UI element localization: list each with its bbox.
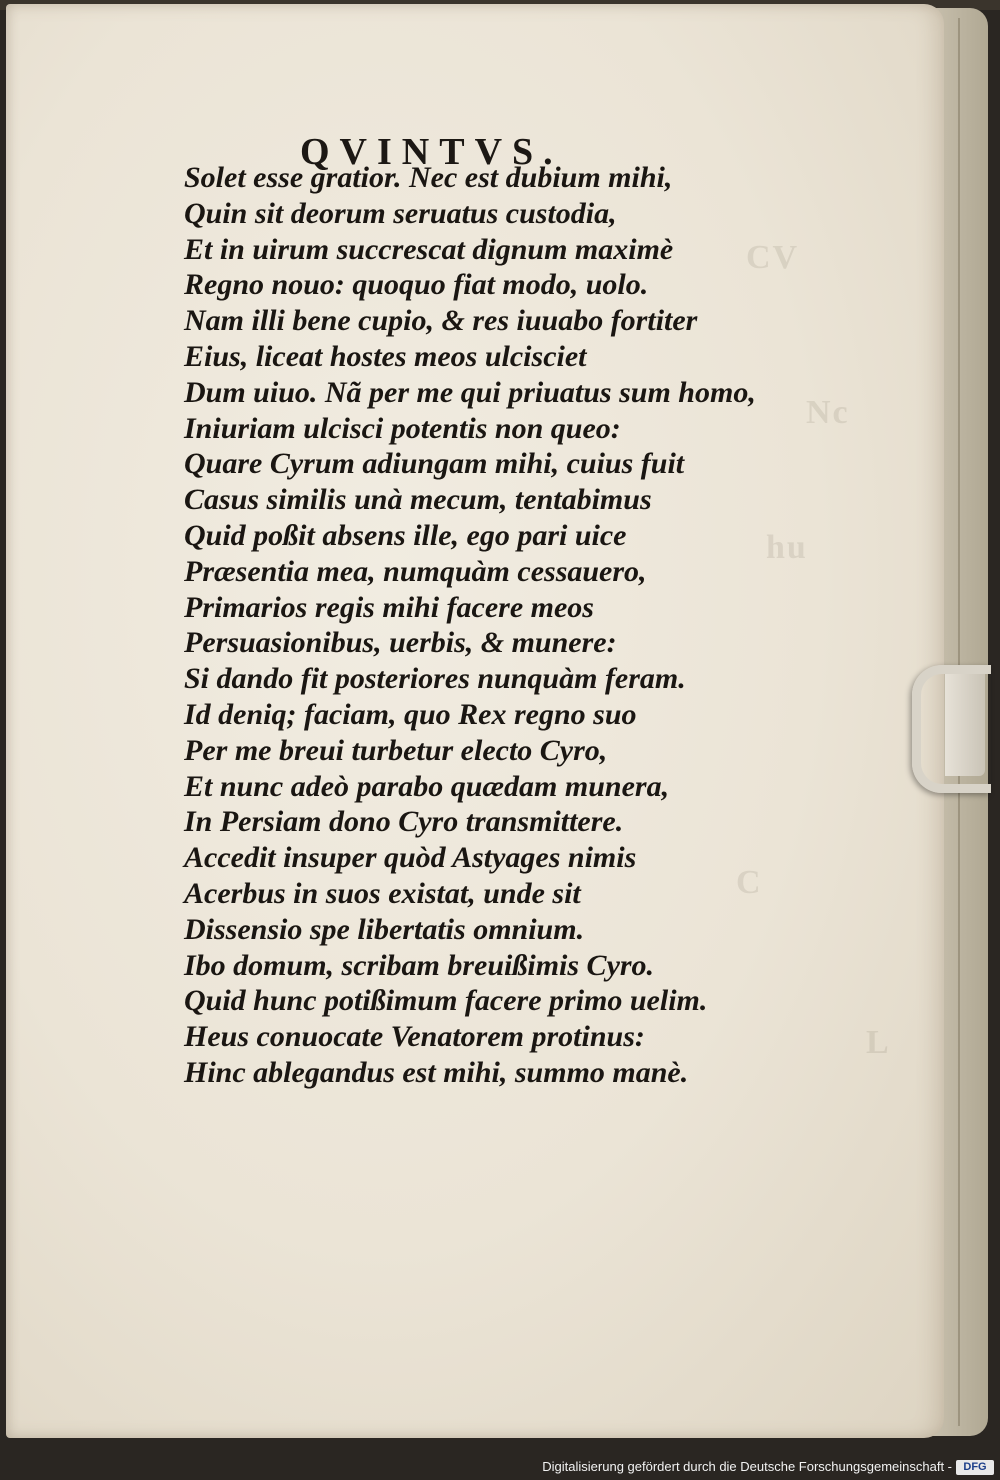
show-through-mark: Nc — [806, 394, 850, 431]
verse-line: Primarios regis mihi facere meos — [184, 590, 594, 624]
verse-line: Et in uirum succrescat dignum maximè — [184, 232, 674, 266]
verse-line: Nam illi bene cupio, & res iuuabo fortiter — [184, 304, 698, 338]
verse-line: Quare Cyrum adiungam mihi, cuius fuit — [184, 447, 685, 481]
verse-line: Hinc ablegandus est mihi, summo manè. — [184, 1055, 689, 1089]
verse-line: Si dando fit posteriores nunquàm feram. — [184, 662, 686, 696]
show-through-mark: CV — [746, 239, 800, 276]
verse-text — [184, 160, 756, 1091]
verse-line: Dissensio spe libertatis omnium. — [184, 912, 585, 946]
verse-line: Acerbus in suos existat, unde sit — [184, 876, 581, 910]
verse-line: Per me breui turbetur electo Cyro, — [184, 733, 608, 767]
running-head: QVINTVS. — [300, 131, 563, 173]
verse-line: Quin sit deorum seruatus custodia, — [184, 196, 617, 230]
verse-line: Regno nouo: quoquo fiat modo, uolo. — [184, 268, 649, 302]
verse-line: Quid poßit absens ille, ego pari uice — [184, 518, 627, 552]
verse-line: Iniuriam ulcisci potentis non queo: — [184, 411, 621, 445]
verse-line: Heus conuocate Venatorem protinus: — [184, 1020, 645, 1054]
verse-line: Casus similis unà mecum, tentabimus — [184, 483, 652, 517]
show-through-mark: C — [736, 864, 763, 901]
page-clip — [912, 665, 991, 793]
verse-line: In Persiam dono Cyro transmittere. — [184, 805, 624, 839]
verse-line: Et nunc adeò parabo quædam munera, — [184, 769, 670, 803]
dfg-logo: DFG — [956, 1460, 994, 1475]
show-through-mark: hu — [766, 529, 808, 566]
verse-line: Ibo domum, scribam breuißimis Cyro. — [184, 948, 655, 982]
verse-line: Eius, liceat hostes meos ulcisciet — [184, 339, 587, 373]
verse-line: Dum uiuo. Nã per me qui priuatus sum homo, — [184, 375, 756, 409]
digitization-credit: Digitalisierung gefördert durch die Deutsche Forschungsgemeinschaft - — [542, 1459, 952, 1474]
show-through-mark: L — [866, 1024, 891, 1061]
verse-line: Persuasionibus, uerbis, & munere: — [184, 626, 617, 660]
verse-line: Quid hunc potißimum facere primo uelim. — [184, 984, 708, 1018]
verse-line: Præsentia mea, numquàm cessauero, — [184, 554, 647, 588]
verse-line: Solet esse gratior. Nec est dubium mihi, — [184, 161, 673, 194]
verse-line: Accedit insuper quòd Astyages nimis — [184, 841, 637, 875]
verse-line: Id deniq; faciam, quo Rex regno suo — [184, 697, 637, 731]
